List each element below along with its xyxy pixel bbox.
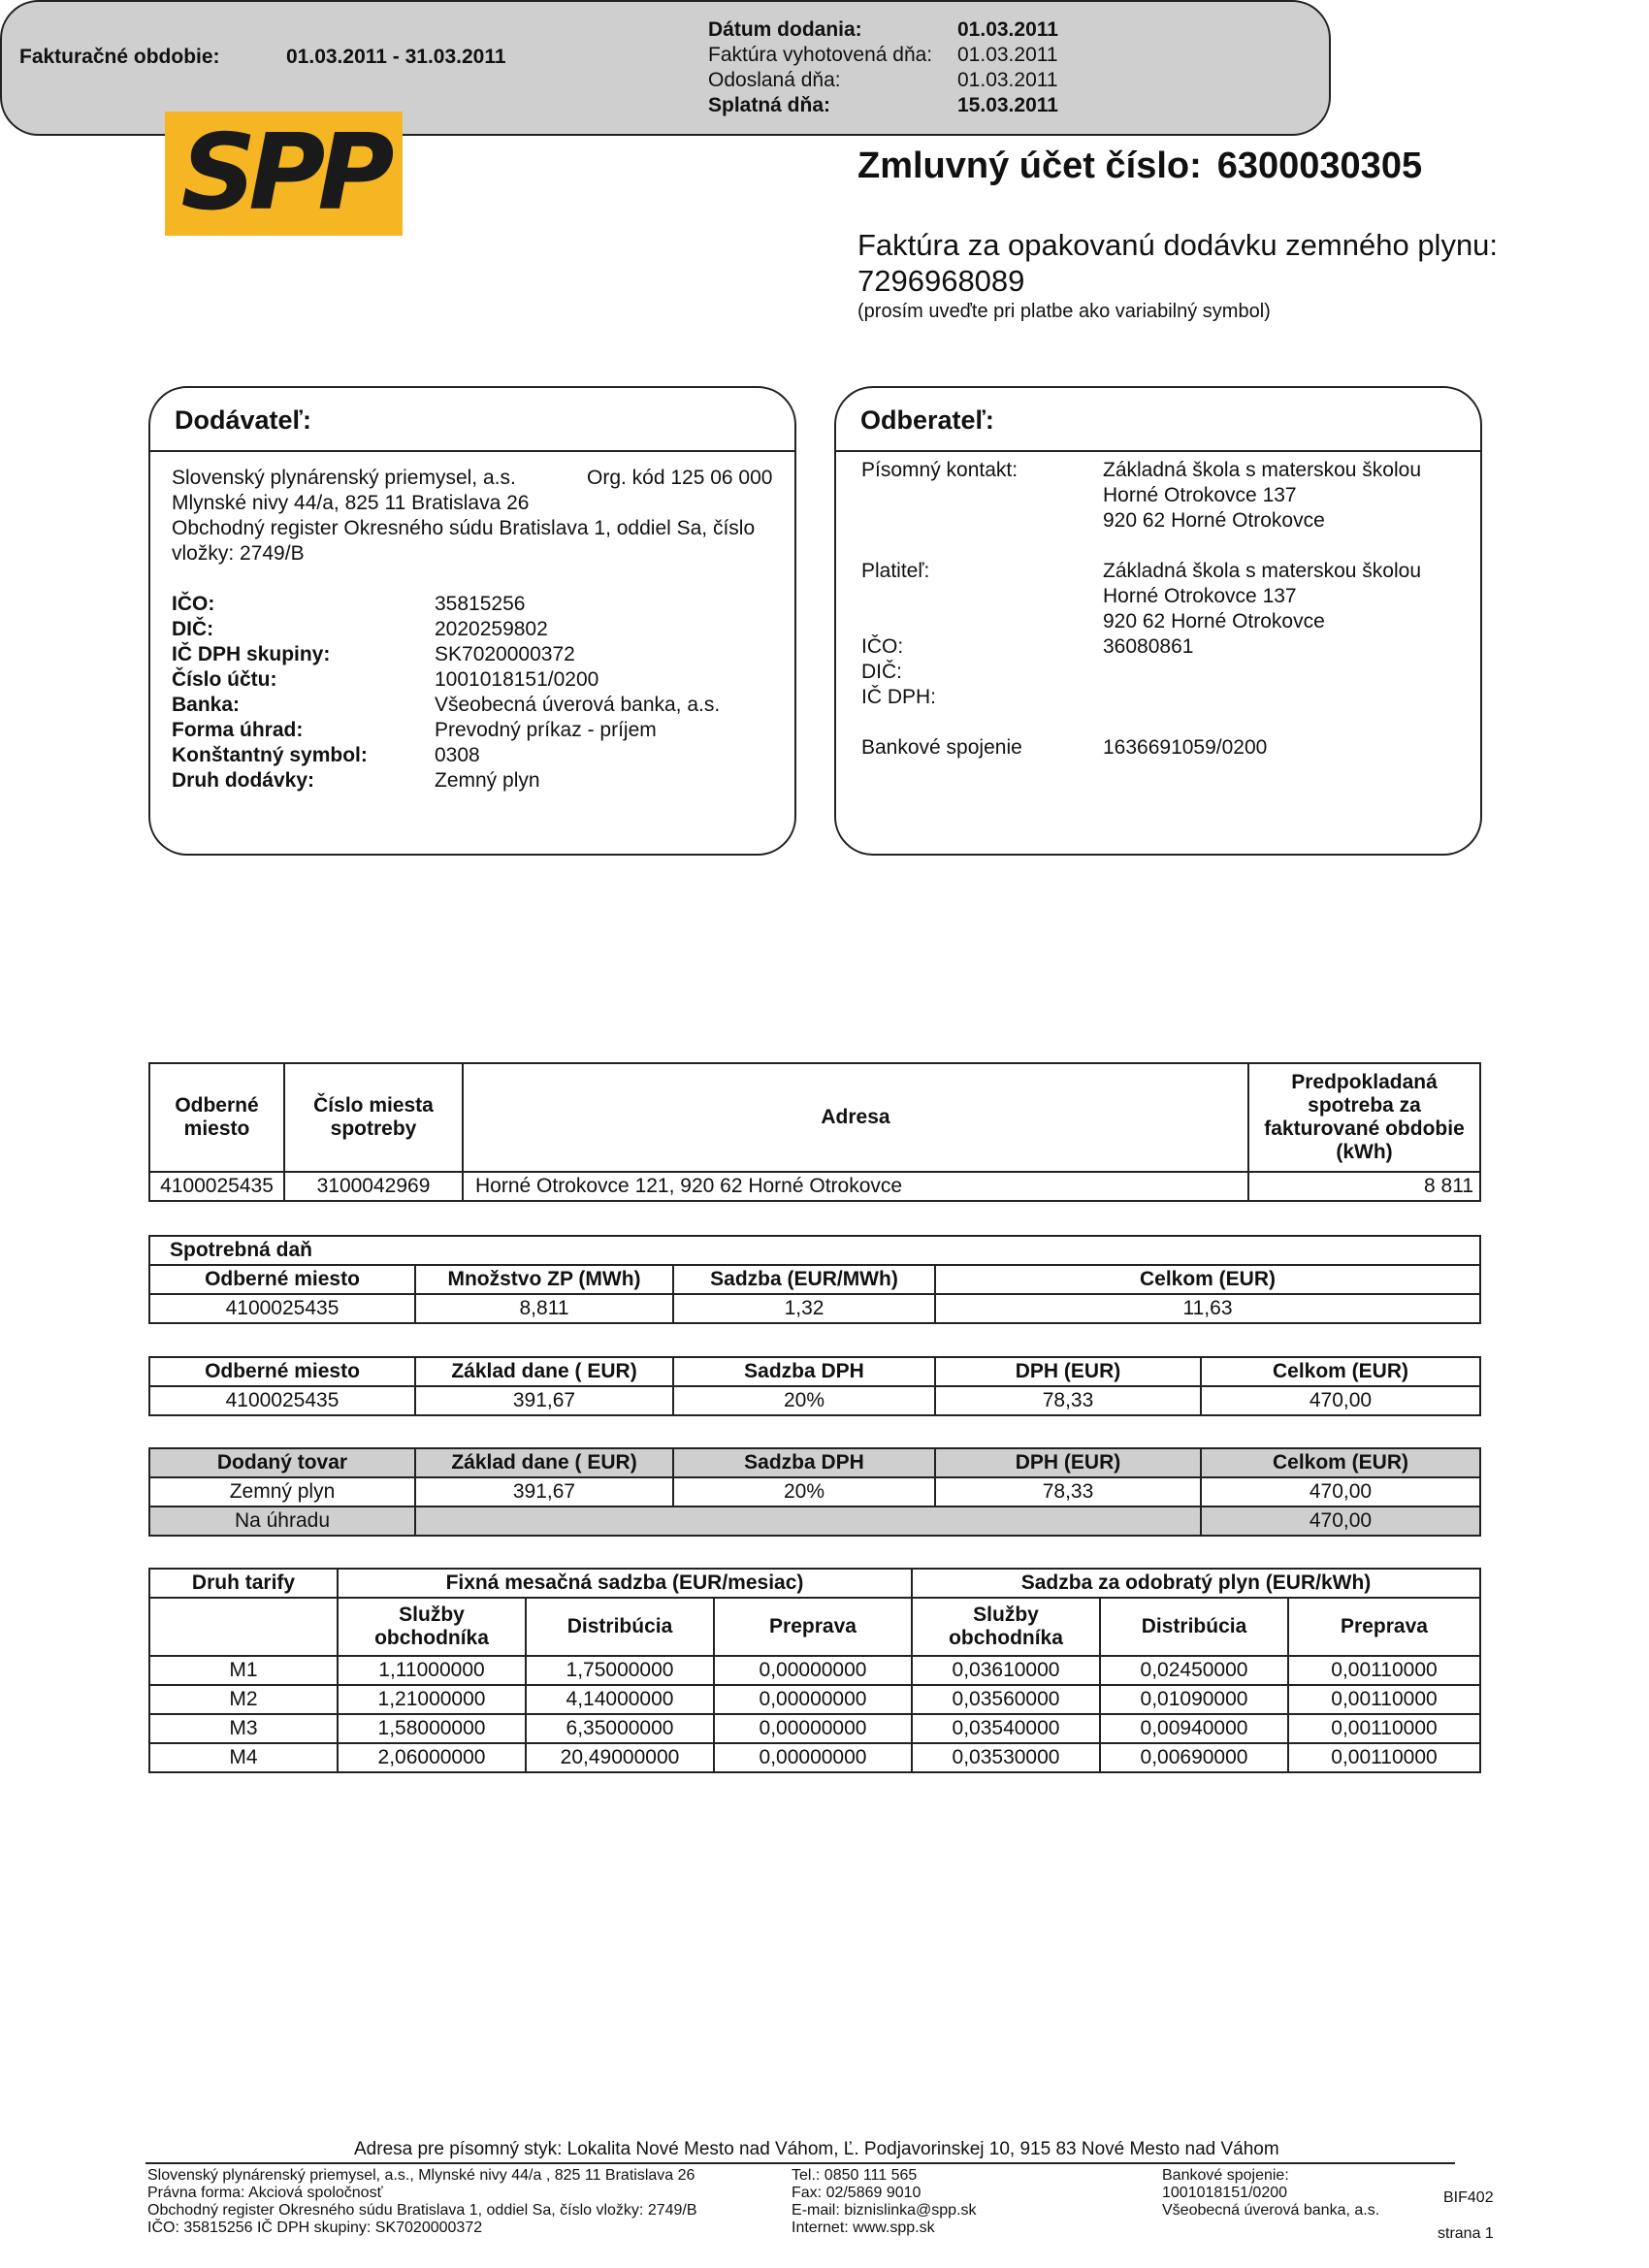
group-header: Fixná mesačná sadzba (EUR/mesiac) [338, 1569, 912, 1598]
excise-title: Spotrebná daň [149, 1236, 1480, 1265]
table-cell: 0,00000000 [714, 1743, 912, 1772]
table-cell: 1,11000000 [338, 1656, 526, 1685]
tariff-table [148, 1568, 1481, 1773]
col-header: Číslo miesta spotreby [284, 1063, 463, 1172]
invoice-number: 7296968089 [857, 264, 1025, 298]
supplier-register-line2: vložky: 2749/B [172, 542, 305, 565]
field-value: Všeobecná úverová banka, a.s. [435, 694, 721, 716]
table-cell: 20% [673, 1386, 935, 1415]
col-header: DPH (EUR) [935, 1448, 1201, 1477]
table-cell: 0,00110000 [1288, 1743, 1480, 1772]
col-header: Druh tarify [149, 1569, 338, 1598]
sub-header: Distribúcia [526, 1598, 714, 1656]
date-value: 01.03.2011 [957, 18, 1058, 41]
bank-value: 1636691059/0200 [1103, 736, 1268, 759]
customer-title: Odberateľ: [860, 405, 994, 435]
payer-line: Základná škola s materskou školou [1103, 560, 1421, 582]
footer-page-number: strana 1 [1438, 2225, 1494, 2242]
table-cell: 470,00 [1201, 1477, 1480, 1507]
date-value: 01.03.2011 [957, 69, 1058, 91]
customer-box [834, 386, 1482, 856]
field-label: IČ DPH skupiny: [172, 643, 331, 665]
table-cell: 78,33 [935, 1386, 1201, 1415]
table-cell: 0,00690000 [1100, 1743, 1288, 1772]
consumption-table [148, 1062, 1481, 1202]
supplier-title: Dodávateľ: [175, 405, 311, 435]
col-header: Sadzba DPH [673, 1448, 935, 1477]
field-value: 1001018151/0200 [435, 668, 599, 691]
account-heading [857, 146, 1422, 187]
col-header: Dodaný tovar [149, 1448, 415, 1477]
table-cell: 11,63 [935, 1294, 1480, 1323]
contact-line: 920 62 Horné Otrokovce [1103, 509, 1325, 532]
table-cell: 0,03530000 [912, 1743, 1100, 1772]
field-value: 0308 [435, 744, 480, 766]
field-label: Druh dodávky: [172, 769, 315, 792]
footer-company: Právna forma: Akciová spoločnosť [147, 2185, 383, 2201]
supplier-address: Mlynské nivy 44/a, 825 11 Bratislava 26 [172, 492, 530, 514]
supplier-org-code: Org. kód 125 06 000 [587, 467, 773, 489]
table-cell: 470,00 [1201, 1386, 1480, 1415]
table-cell: 6,35000000 [526, 1714, 714, 1743]
field-label: DIČ: [172, 618, 214, 640]
date-label: Faktúra vyhotovená dňa: [708, 44, 933, 66]
table-cell: 4,14000000 [526, 1685, 714, 1714]
ico-label: IČO: [861, 635, 904, 658]
table-cell: 4100025435 [149, 1172, 284, 1201]
field-label: Číslo účtu: [172, 668, 277, 691]
logo-text: SPP [180, 113, 387, 234]
vat-table [148, 1356, 1481, 1416]
table-cell: 4100025435 [149, 1386, 415, 1415]
table-cell: 0,03610000 [912, 1656, 1100, 1685]
col-header: Predpokladaná spotreba za fakturované obdobie (kWh) [1248, 1063, 1480, 1172]
col-header: DPH (EUR) [935, 1357, 1201, 1386]
col-header: Základ dane ( EUR) [415, 1448, 673, 1477]
excise-tax-table [148, 1235, 1481, 1324]
table-cell: 0,00110000 [1288, 1685, 1480, 1714]
contact-label: Písomný kontakt: [861, 459, 1018, 481]
field-label: Banka: [172, 694, 241, 716]
table-cell: 3100042969 [284, 1172, 463, 1201]
col-header [149, 1598, 338, 1656]
date-value: 01.03.2011 [957, 44, 1058, 66]
date-value: 15.03.2011 [957, 94, 1058, 116]
table-cell: 0,03540000 [912, 1714, 1100, 1743]
group-header: Sadzba za odobratý plyn (EUR/kWh) [912, 1569, 1480, 1598]
field-value: SK7020000372 [435, 643, 575, 665]
table-cell: Zemný plyn [149, 1477, 415, 1507]
field-value: 35815256 [435, 593, 526, 615]
date-label: Splatná dňa: [708, 94, 831, 116]
customer-header [836, 388, 1480, 452]
table-cell: 391,67 [415, 1386, 673, 1415]
field-value: Prevodný príkaz - príjem [435, 719, 657, 741]
table-cell: 0,02450000 [1100, 1656, 1288, 1685]
table-cell: 1,58000000 [338, 1714, 526, 1743]
col-header: Celkom (EUR) [935, 1265, 1480, 1294]
payer-line: Horné Otrokovce 137 [1103, 585, 1297, 607]
table-cell: Horné Otrokovce 121, 920 62 Horné Otrokovce [463, 1172, 1248, 1201]
table-cell: 1,21000000 [338, 1685, 526, 1714]
supplier-box [148, 386, 796, 856]
footer-company: Obchodný register Okresného súdu Bratislava 1, oddiel Sa, číslo vložky: 2749/B [147, 2202, 697, 2219]
col-header: Celkom (EUR) [1201, 1357, 1480, 1386]
footer-bank: Bankové spojenie: [1162, 2167, 1289, 2184]
icdph-label: IČ DPH: [861, 686, 937, 708]
bank-label: Bankové spojenie [861, 736, 1022, 759]
contact-line: Horné Otrokovce 137 [1103, 484, 1297, 506]
field-value: Zemný plyn [435, 769, 540, 792]
col-header: Množstvo ZP (MWh) [415, 1265, 673, 1294]
col-header: Odberné miesto [149, 1357, 415, 1386]
col-header: Sadzba (EUR/MWh) [673, 1265, 935, 1294]
payer-label: Platiteľ: [861, 560, 930, 582]
field-value: 2020259802 [435, 618, 548, 640]
table-cell: 0,00940000 [1100, 1714, 1288, 1743]
table-cell: 0,00110000 [1288, 1714, 1480, 1743]
table-cell: 0,00000000 [714, 1714, 912, 1743]
date-label: Dátum dodania: [708, 18, 862, 41]
spp-logo [165, 112, 403, 236]
total-label: Na úhradu [149, 1507, 415, 1536]
col-header: Odberné miesto [149, 1063, 284, 1172]
payer-line: 920 62 Horné Otrokovce [1103, 610, 1325, 632]
footer-bank: 1001018151/0200 [1162, 2185, 1288, 2201]
period-value: 01.03.2011 - 31.03.2011 [286, 46, 506, 68]
sub-header: Preprava [714, 1598, 912, 1656]
col-header: Odberné miesto [149, 1265, 415, 1294]
table-cell: 0,01090000 [1100, 1685, 1288, 1714]
invoice-label: Faktúra za opakovanú dodávku zemného plynu: [857, 228, 1499, 262]
period-label: Fakturačné obdobie: [19, 46, 220, 68]
col-header: Základ dane ( EUR) [415, 1357, 673, 1386]
footer-contact: E-mail: biznislinka@spp.sk [792, 2202, 977, 2219]
sub-header: Služby obchodníka [338, 1598, 526, 1656]
table-cell: 8 811 [1248, 1172, 1480, 1201]
table-cell: 78,33 [935, 1477, 1201, 1507]
footer-contact: Internet: www.spp.sk [792, 2219, 935, 2236]
account-number: 6300030305 [1216, 146, 1423, 186]
total-spacer [415, 1507, 1201, 1536]
table-cell: 391,67 [415, 1477, 673, 1507]
table-cell: 2,06000000 [338, 1743, 526, 1772]
field-label: IČO: [172, 593, 215, 615]
table-cell: 20,49000000 [526, 1743, 714, 1772]
table-cell: M2 [149, 1685, 338, 1714]
field-label: Konštantný symbol: [172, 744, 368, 766]
date-label: Odoslaná dňa: [708, 69, 841, 91]
table-cell: 8,811 [415, 1294, 673, 1323]
col-header: Adresa [463, 1063, 1248, 1172]
goods-table [148, 1447, 1481, 1537]
table-cell: 0,00000000 [714, 1685, 912, 1714]
table-cell: 0,00110000 [1288, 1656, 1480, 1685]
table-cell: M3 [149, 1714, 338, 1743]
ico-value: 36080861 [1103, 635, 1194, 658]
supplier-name: Slovenský plynárenský priemysel, a.s. [172, 467, 516, 489]
table-cell: 1,75000000 [526, 1656, 714, 1685]
table-cell: M4 [149, 1743, 338, 1772]
footer-company: Slovenský plynárenský priemysel, a.s., Mlynské nivy 44/a , 825 11 Bratislava 26 [147, 2167, 695, 2184]
dic-label: DIČ: [861, 661, 902, 683]
footer-contact: Fax: 02/5869 9010 [792, 2185, 922, 2201]
footer-company: IČO: 35815256 IČ DPH skupiny: SK7020000372 [147, 2219, 483, 2236]
sub-header: Preprava [1288, 1598, 1480, 1656]
footer-contact: Tel.: 0850 111 565 [792, 2167, 918, 2184]
total-value: 470,00 [1201, 1507, 1480, 1536]
footer-bank: Všeobecná úverová banka, a.s. [1162, 2202, 1380, 2219]
footer-address: Adresa pre písomný styk: Lokalita Nové Mesto nad Váhom, Ľ. Podjavorinskej 10, 915 83 Nové Mesto nad Váhom [354, 2139, 1279, 2159]
sub-header: Služby obchodníka [912, 1598, 1100, 1656]
table-cell: 0,00000000 [714, 1656, 912, 1685]
footer-form-code: BIF402 [1443, 2189, 1494, 2206]
sub-header: Distribúcia [1100, 1598, 1288, 1656]
supplier-header [150, 388, 794, 452]
supplier-register-line1: Obchodný register Okresného súdu Bratislava 1, oddiel Sa, číslo [172, 517, 756, 539]
invoice-note: (prosím uveďte pri platbe ako variabilný symbol) [857, 301, 1271, 322]
table-cell: 1,32 [673, 1294, 935, 1323]
col-header: Sadzba DPH [673, 1357, 935, 1386]
account-label: Zmluvný účet číslo: [857, 146, 1202, 186]
table-cell: 4100025435 [149, 1294, 415, 1323]
field-label: Forma úhrad: [172, 719, 304, 741]
col-header: Celkom (EUR) [1201, 1448, 1480, 1477]
footer-divider [146, 2162, 1455, 2164]
contact-line: Základná škola s materskou školou [1103, 459, 1421, 481]
table-cell: 0,03560000 [912, 1685, 1100, 1714]
table-cell: M1 [149, 1656, 338, 1685]
table-cell: 20% [673, 1477, 935, 1507]
